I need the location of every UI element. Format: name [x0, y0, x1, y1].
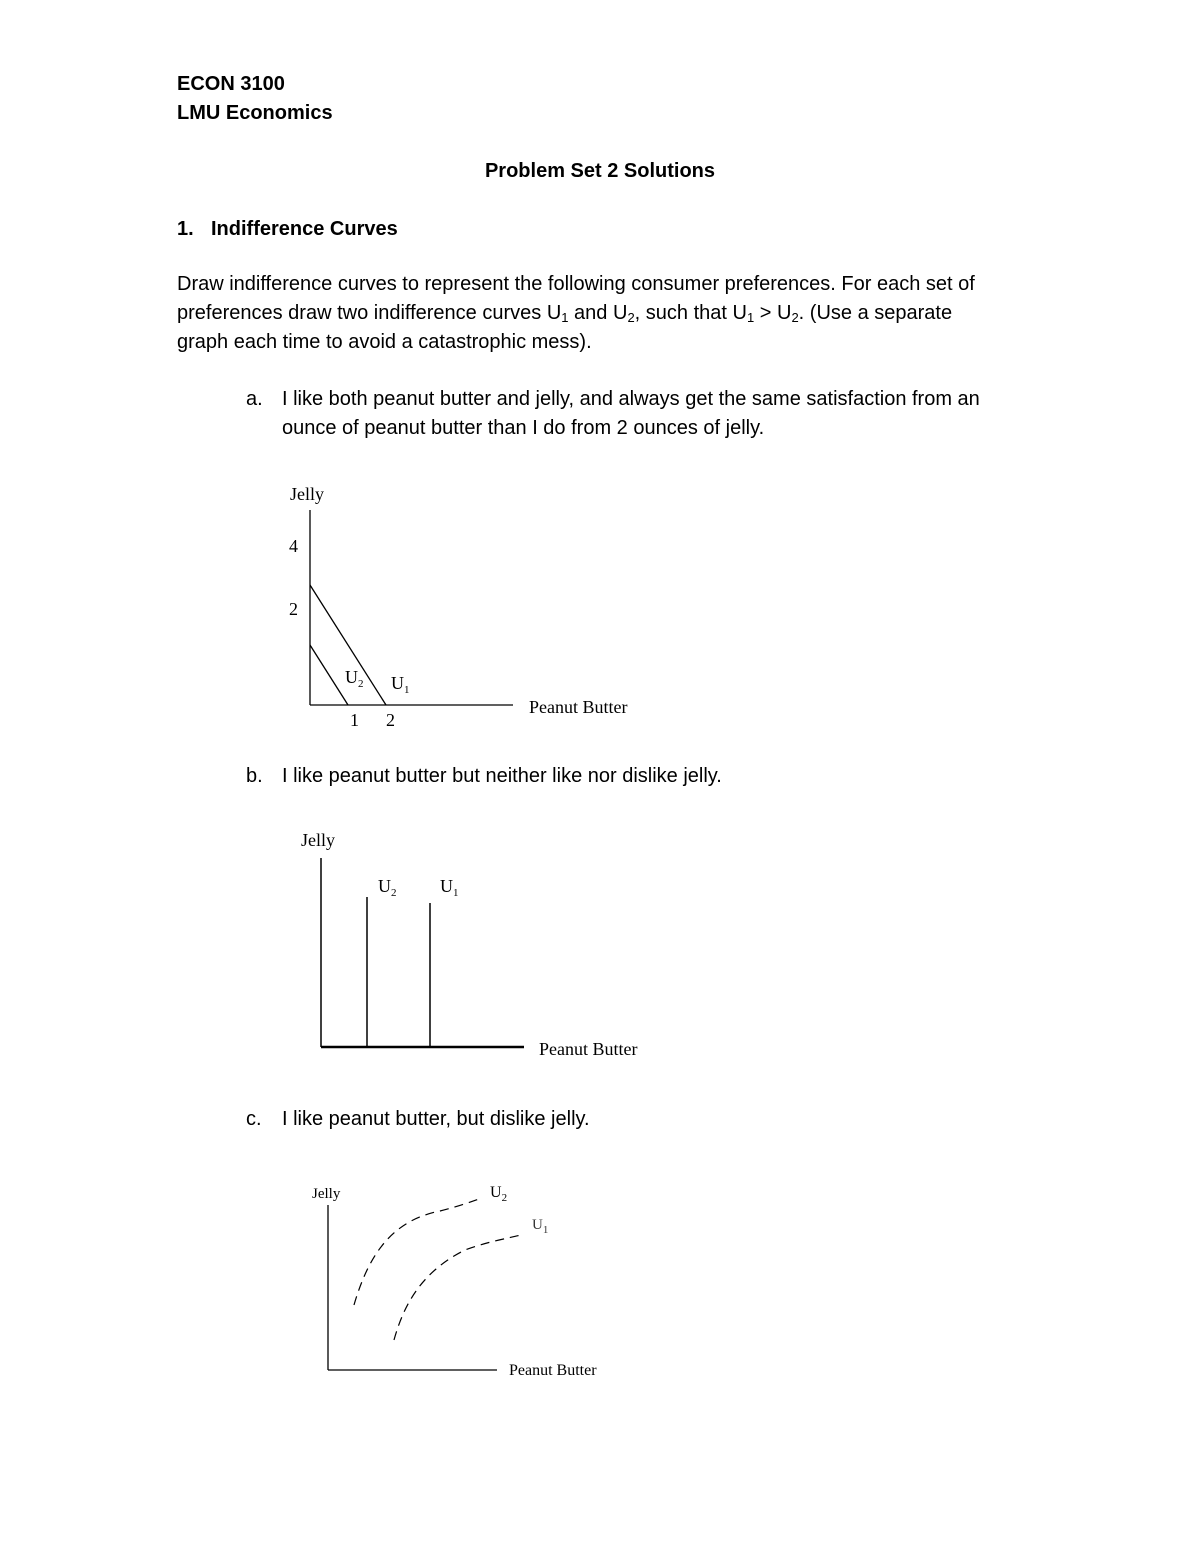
subscript: 1: [561, 310, 569, 325]
graph-a-xlabel: Peanut Butter: [529, 697, 628, 717]
part-a-marker: a.: [246, 388, 263, 410]
u-letter: U: [490, 1184, 502, 1201]
subscript: 2: [791, 310, 799, 325]
course-code: ECON 3100: [177, 73, 285, 95]
part-b-marker: b.: [246, 765, 263, 787]
instructions-line-2-e: . (Use a separate: [798, 302, 953, 324]
graph-b-ylabel: Jelly: [301, 830, 335, 850]
graph-c-u1-curve: [394, 1235, 521, 1340]
u-letter: U: [391, 673, 404, 693]
subscript: 2: [627, 310, 635, 325]
subscript: 1: [542, 1224, 549, 1236]
part-a-line-2: ounce of peanut butter than I do from 2 ounces of jelly.: [282, 417, 765, 439]
instructions-line-2-c: , such that U: [634, 302, 747, 324]
part-c-marker: c.: [246, 1108, 262, 1130]
subscript: 2: [358, 678, 364, 690]
u-letter: U: [440, 876, 453, 896]
u-letter: U: [532, 1217, 543, 1233]
page-title: Problem Set 2 Solutions: [484, 160, 716, 182]
part-b-line-1: I like peanut butter but neither like nor dislike jelly.: [282, 765, 722, 787]
instructions-line-1: Draw indifference curves to represent the following consumer preferences. For each set of: [177, 273, 975, 295]
part-a-line-1: I like both peanut butter and jelly, and always get the same satisfaction from an: [282, 388, 980, 410]
department: LMU Economics: [177, 102, 333, 124]
subscript: 1: [453, 887, 459, 899]
graph-a-ytick-4: 4: [289, 536, 298, 556]
subscript: 1: [404, 684, 410, 696]
instructions-line-3: graph each time to avoid a catastrophic mess).: [177, 331, 592, 353]
instructions-line-2-a: preferences draw two indifference curves U: [177, 302, 562, 324]
subscript: 1: [746, 310, 755, 325]
graph-a-xtick-2: 2: [386, 710, 395, 730]
graph-c-xlabel: Peanut Butter: [509, 1362, 597, 1379]
graph-a-ylabel: Jelly: [290, 484, 324, 504]
u-letter: U: [378, 876, 391, 896]
instructions-line-2-b: and U: [568, 302, 628, 324]
graph-a-ytick-2: 2: [289, 599, 298, 619]
subscript: 2: [501, 1192, 508, 1204]
graph-b-xlabel: Peanut Butter: [539, 1039, 638, 1059]
subscript: 2: [391, 887, 397, 899]
u-letter: U: [345, 667, 358, 687]
section-number: 1.: [177, 218, 194, 240]
graph-c-u2-curve: [354, 1198, 482, 1305]
graph-a-xtick-1: 1: [350, 710, 359, 730]
instructions-line-2-d: > U: [754, 302, 792, 324]
section-heading: Indifference Curves: [211, 218, 398, 240]
graph-c-ylabel: Jelly: [312, 1186, 341, 1202]
part-c-line-1: I like peanut butter, but dislike jelly.: [282, 1108, 590, 1130]
